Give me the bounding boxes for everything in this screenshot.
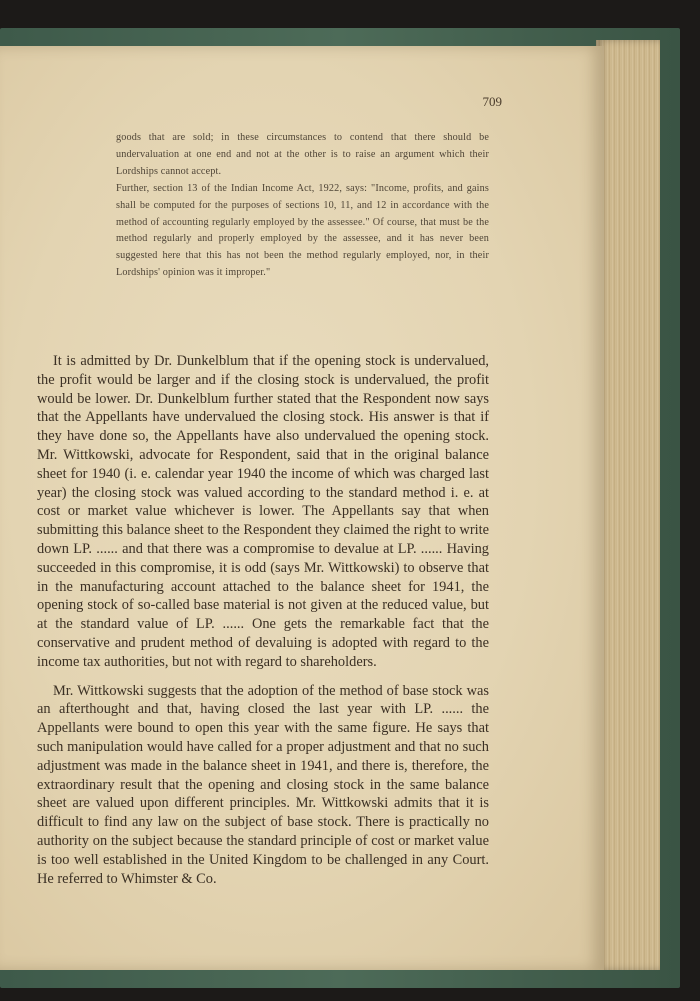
quote-paragraph: goods that are sold; in these circumstances to contend that there should be undervaluation at one end and not at the other is to raise an argument which their Lordships cannot accept. [116,132,489,177]
body-paragraph: It is admitted by Dr. Dunkelblum that if the opening stock is undervalued, the profit would be larger and if the closing stock is undervalued, the profit would be lower. Dr. Dunkelblum further stated that the Respondent now says that the Appellants have undervalued the closing stock. His answer is that if they have done so, the Appellants have also undervalued the opening stock. Mr. Wittkowski, advocate for Respondent, said that in the original balance sheet for 1940 (i. e. calendar year 1940 the income of which was charged last year) the closing stock was valued according to the standard method i. e. at cost or market value whichever is lower. The Appellants say that when submitting this balance sheet to the Respondent they claimed the right to write down LP. ...... and that there was a compromise to devalue at LP. ...... Having succeeded in this compromise, it is odd (says Mr. Wittkowski) to observe that in the manufacturing account attached to the balance sheet for 1941, the opening stock of so-called base material is not given at the reduced value, but at the standard value of LP. ...... One gets the remarkable fact that the conservative and prudent method of devaluing is adopted with regard to the income tax authorities, but not with regard to shareholders. [37,353,489,670]
block-quote [116,130,489,282]
quote-paragraph: Further, section 13 of the Indian Income Act, 1922, says: "Income, profits, and gains shall be computed for the purposes of sections 10, 11, and 12 in accordance with the method of accounting regularly employed by the assessee." Of course, that must be the method regularly and properly employed by the assessee, and it has never been suggested here that this has not been the method regularly employed, nor, in their Lordships' opinion was it improper." [116,182,489,279]
body-text [37,352,489,898]
book-page [0,46,604,970]
page-edges [596,40,660,970]
body-paragraph: Mr. Wittkowski suggests that the adoption of the method of base stock was an afterthought and that, having closed the last year with LP. ...... the Appellants were bound to open this year with the same figure. He says that such manipulation would have called for a proper adjustment and that no such adjustment was made in the balance sheet in 1941, and there is, therefore, the extraordinary result that the opening and closing stock in the same balance sheet are valued upon different principles. Mr. Wittkowski admits that it is difficult to find any law on the subject of base stock. There is practically no authority on the subject because the standard principle of cost or market value is too well established in the United Kingdom to be challenged in any Court. He referred to Whimster & Co. [37,682,489,887]
page-number: 709 [482,94,502,109]
